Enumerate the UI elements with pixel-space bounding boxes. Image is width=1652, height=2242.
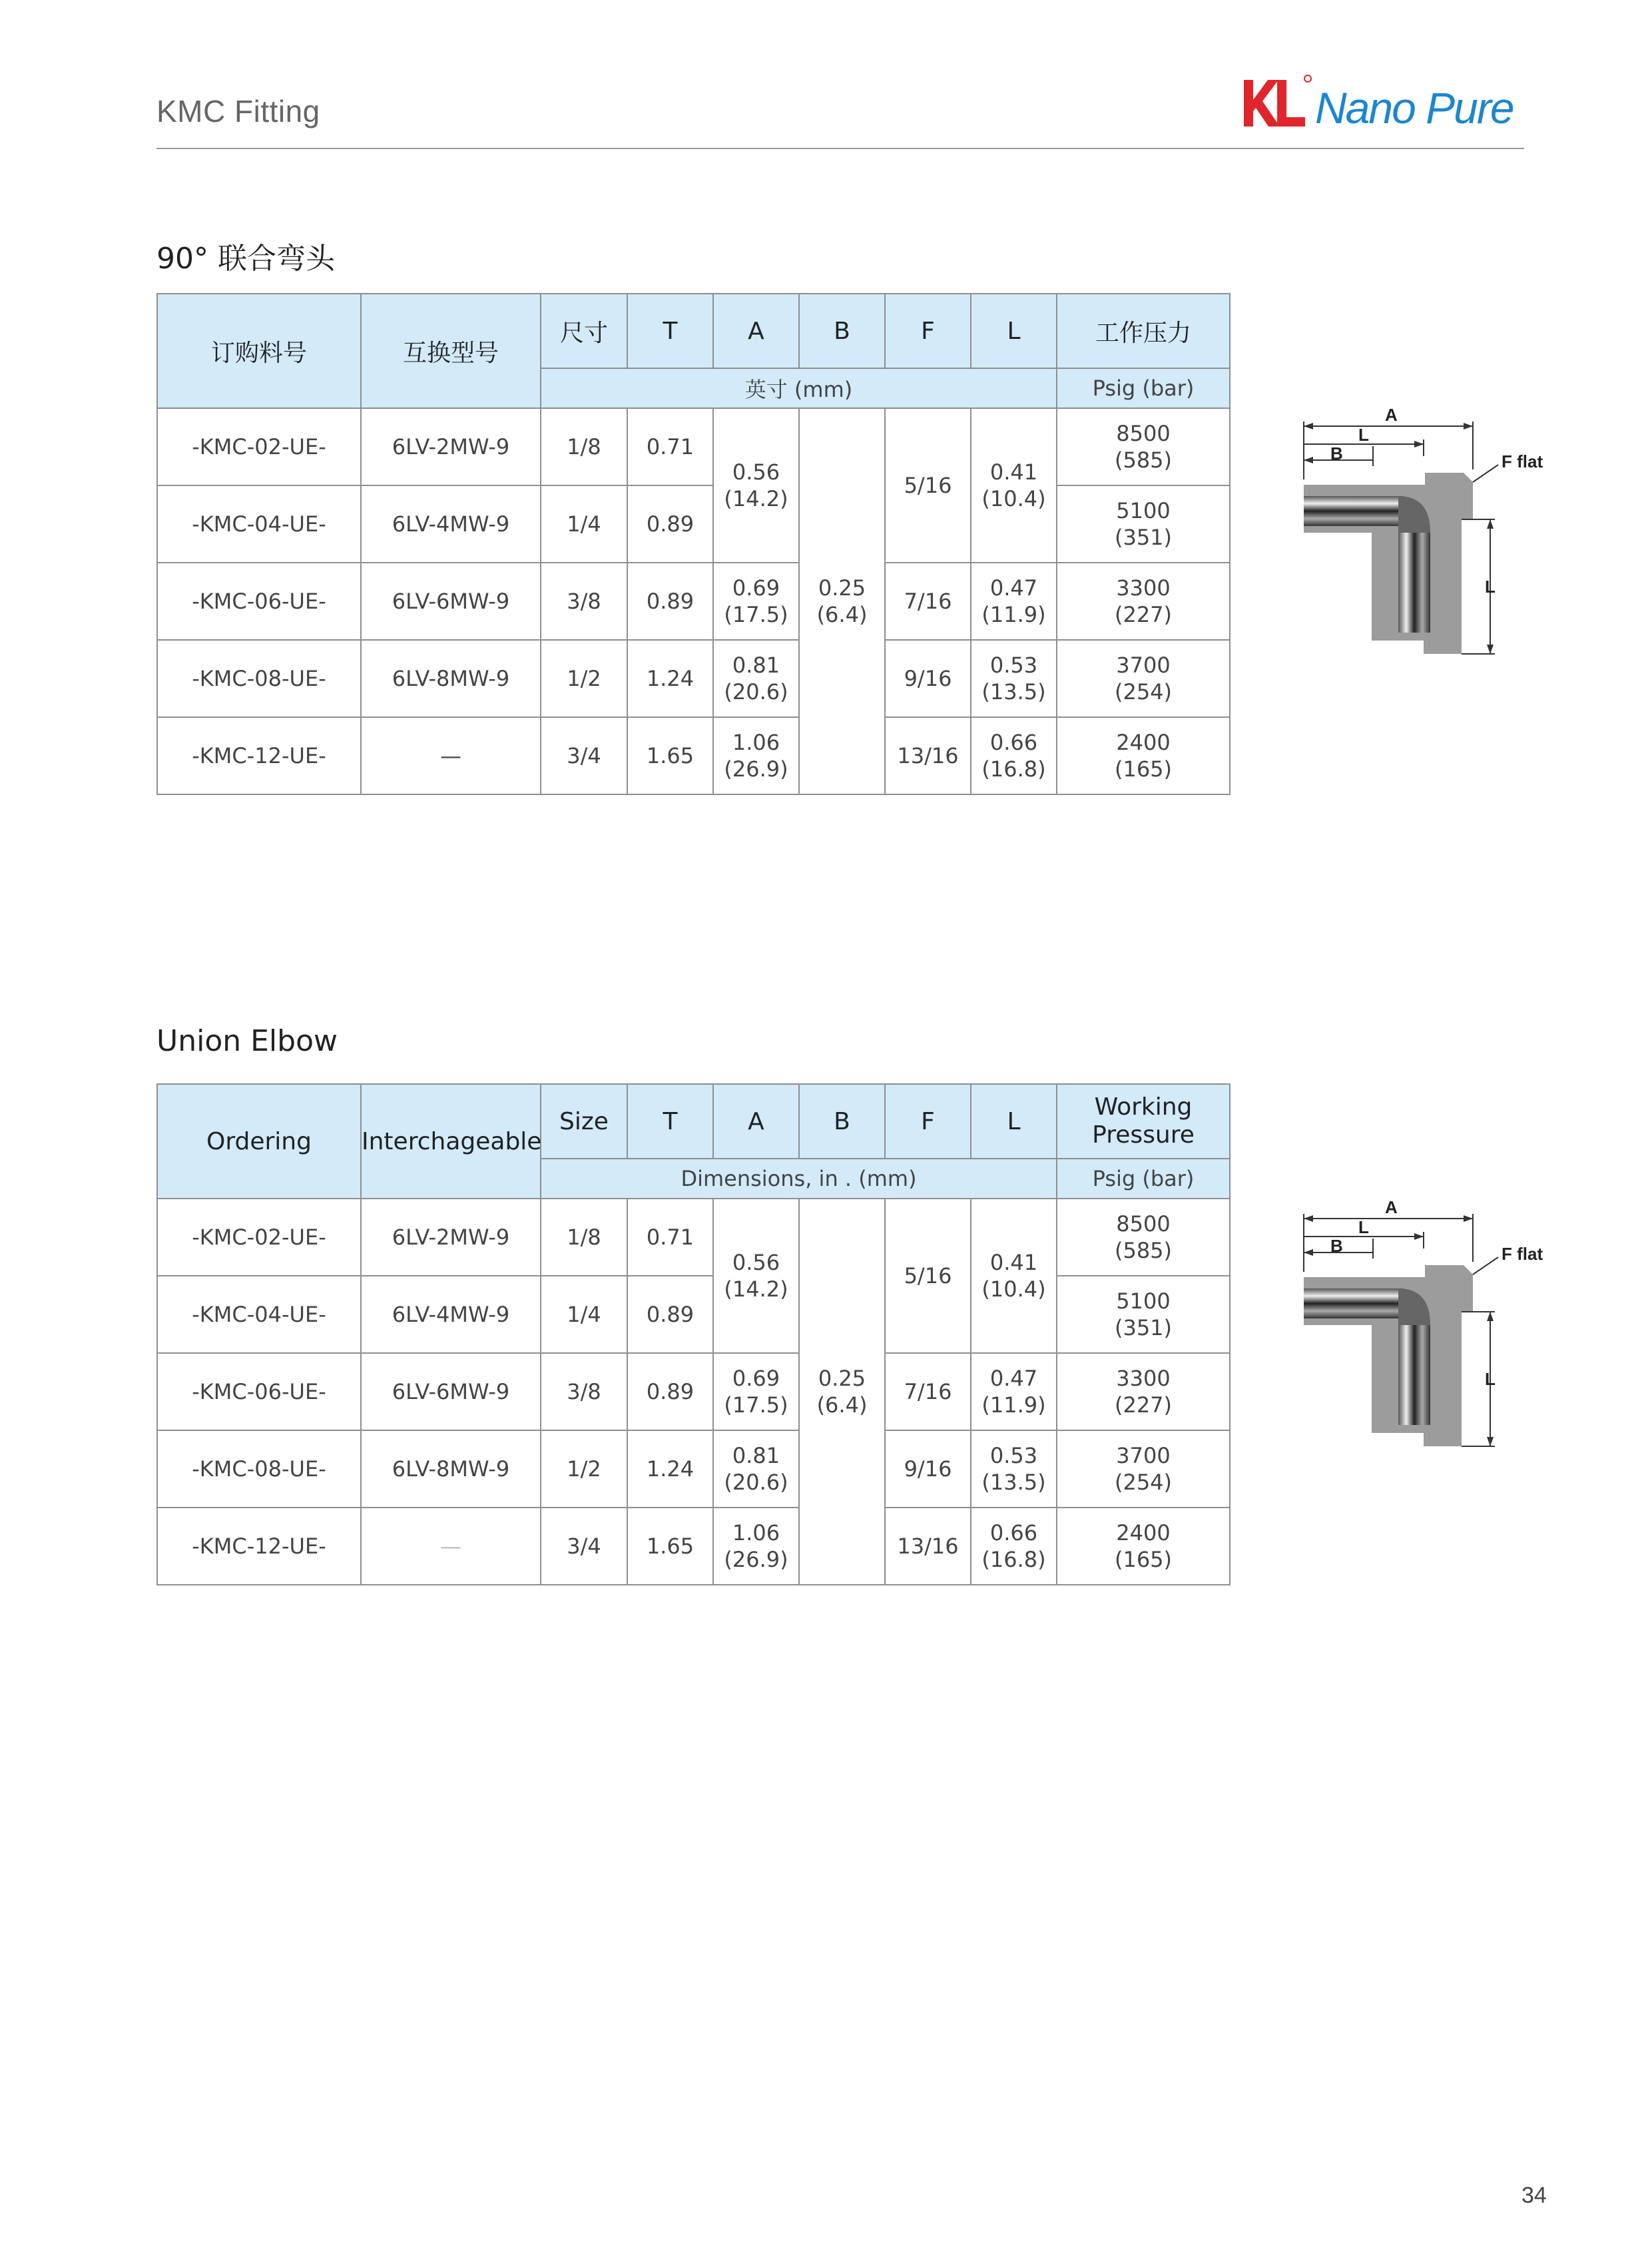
l-cell [971, 408, 1057, 563]
col-header-interchangeable: Interchageable [361, 1084, 541, 1199]
f-cell: 5/16 [885, 1199, 971, 1353]
ordering-code: -KMC-06-UE- [157, 1353, 361, 1430]
l-mm: (16.8) [981, 756, 1046, 782]
col-header-t: T [627, 1084, 713, 1159]
f-cell: 13/16 [885, 717, 971, 794]
col-header-l: L [971, 1084, 1057, 1159]
col-header-t: T [627, 294, 713, 368]
label-f-flat: F flat [1502, 1244, 1543, 1264]
l-cell [971, 563, 1057, 640]
a-mm: (20.6) [724, 1470, 788, 1495]
b-mm: (6.4) [816, 1392, 868, 1418]
label-l-vertical: L [1485, 577, 1496, 597]
header-divider [156, 148, 1524, 149]
size-cell: 1/4 [541, 1276, 627, 1353]
page-header-title: KMC Fitting [156, 94, 320, 129]
table-row [157, 1353, 1230, 1430]
logo-text: Nano Pure [1315, 83, 1514, 133]
t-cell: 0.71 [627, 408, 713, 485]
t-cell: 0.89 [627, 1353, 713, 1430]
a-cell [713, 717, 799, 794]
label-b: B [1330, 443, 1343, 463]
l-in: 0.53 [989, 653, 1038, 678]
table-row [157, 1276, 1230, 1353]
label-a: A [1385, 1199, 1398, 1217]
pressure-cell [1057, 1276, 1230, 1353]
pressure-psig: 3700 [1116, 653, 1171, 678]
table-row [157, 717, 1230, 794]
pressure-psig: 8500 [1116, 1211, 1171, 1237]
label-l-vertical: L [1485, 1369, 1496, 1389]
col-header-pressure: Working Pressure [1057, 1084, 1230, 1159]
interchangeable-code: 6LV-8MW-9 [361, 1430, 541, 1508]
a-in: 0.69 [732, 1366, 780, 1391]
col-header-a: A [713, 294, 799, 368]
l-in: 0.53 [989, 1443, 1038, 1468]
col-header-f: F [885, 1084, 971, 1159]
size-cell: 1/4 [541, 485, 627, 563]
pressure-cell [1057, 563, 1230, 640]
pressure-bar: (227) [1114, 1392, 1173, 1418]
pressure-cell [1057, 1353, 1230, 1430]
a-mm: (14.2) [724, 486, 788, 511]
table-row [157, 408, 1230, 485]
pressure-psig: 2400 [1116, 1520, 1171, 1545]
interchangeable-code: 6LV-8MW-9 [361, 640, 541, 717]
l-in: 0.41 [989, 459, 1038, 485]
col-header-a: A [713, 1084, 799, 1159]
pressure-cell [1057, 485, 1230, 563]
l-cell [971, 640, 1057, 717]
f-cell: 5/16 [885, 408, 971, 563]
ordering-code: -KMC-02-UE- [157, 1199, 361, 1276]
pressure-bar: (227) [1114, 602, 1173, 627]
l-in: 0.41 [989, 1250, 1038, 1275]
spec-table-cn [156, 293, 1231, 795]
interchangeable-code: — [361, 717, 541, 794]
pressure-cell [1057, 640, 1230, 717]
interchangeable-code: 6LV-2MW-9 [361, 408, 541, 485]
l-cell [971, 717, 1057, 794]
col-header-size: Size [541, 1084, 627, 1159]
f-cell: 9/16 [885, 640, 971, 717]
ordering-code: -KMC-02-UE- [157, 408, 361, 485]
pressure-psig: 5100 [1116, 498, 1171, 523]
size-cell: 1/2 [541, 1430, 627, 1508]
l-mm: (16.8) [981, 1547, 1046, 1572]
pressure-cell [1057, 408, 1230, 485]
pressure-bar: (165) [1114, 1547, 1173, 1572]
pressure-units: Psig (bar) [1057, 368, 1230, 408]
a-in: 0.81 [732, 653, 780, 678]
t-cell: 1.65 [627, 1508, 713, 1585]
ordering-code: -KMC-08-UE- [157, 640, 361, 717]
pressure-psig: 3300 [1116, 1366, 1171, 1391]
a-mm: (20.6) [724, 679, 788, 704]
l-cell [971, 1353, 1057, 1430]
a-cell [713, 1353, 799, 1430]
b-in: 0.25 [818, 1366, 866, 1391]
l-mm: (11.9) [981, 602, 1046, 627]
interchangeable-code: 6LV-6MW-9 [361, 1353, 541, 1430]
pressure-bar: (254) [1114, 679, 1173, 704]
t-cell: 1.24 [627, 1430, 713, 1508]
l-mm: (13.5) [981, 679, 1046, 704]
table-row [157, 485, 1230, 563]
label-l: L [1358, 425, 1369, 445]
l-mm: (10.4) [981, 486, 1046, 511]
col-header-interchangeable: 互换型号 [361, 294, 541, 408]
a-cell [713, 1199, 799, 1353]
brand-logo [1239, 73, 1525, 133]
a-in: 1.06 [732, 1520, 780, 1545]
t-cell: 0.71 [627, 1199, 713, 1276]
l-in: 0.66 [989, 730, 1038, 755]
a-mm: (17.5) [724, 602, 788, 627]
pressure-psig: 5100 [1116, 1288, 1171, 1314]
size-cell: 1/2 [541, 640, 627, 717]
label-a: A [1385, 406, 1398, 425]
pressure-bar: (165) [1114, 756, 1173, 782]
f-cell: 7/16 [885, 563, 971, 640]
table-row [157, 1199, 1230, 1276]
dimension-units: Dimensions, in . (mm) [541, 1159, 1057, 1199]
l-cell [971, 1199, 1057, 1353]
table-row [157, 563, 1230, 640]
l-mm: (13.5) [981, 1470, 1046, 1495]
l-cell [971, 1430, 1057, 1508]
b-cell [799, 1199, 885, 1585]
pressure-bar: (351) [1114, 1315, 1173, 1340]
kl-logo-icon [1239, 73, 1312, 133]
a-cell [713, 1508, 799, 1585]
a-in: 0.69 [732, 575, 780, 601]
interchangeable-code: 6LV-4MW-9 [361, 1276, 541, 1353]
spec-table-en [156, 1083, 1231, 1585]
size-cell: 1/8 [541, 408, 627, 485]
elbow-drawing [1298, 406, 1565, 659]
f-cell: 9/16 [885, 1430, 971, 1508]
pressure-bar: (254) [1114, 1470, 1173, 1495]
a-in: 0.56 [732, 1250, 780, 1275]
col-header-b: B [799, 1084, 885, 1159]
ordering-code: -KMC-08-UE- [157, 1430, 361, 1508]
ordering-code: -KMC-12-UE- [157, 1508, 361, 1585]
elbow-drawing [1298, 1199, 1565, 1452]
col-header-f: F [885, 294, 971, 368]
label-f-flat: F flat [1502, 451, 1543, 471]
t-cell: 0.89 [627, 563, 713, 640]
a-cell [713, 408, 799, 563]
interchangeable-code: 6LV-6MW-9 [361, 563, 541, 640]
a-mm: (17.5) [724, 1392, 788, 1418]
pressure-cell [1057, 1199, 1230, 1276]
ordering-code: -KMC-04-UE- [157, 1276, 361, 1353]
col-header-b: B [799, 294, 885, 368]
section-title-en: Union Elbow [156, 1024, 338, 1058]
f-cell: 7/16 [885, 1353, 971, 1430]
l-mm: (11.9) [981, 1392, 1046, 1418]
col-header-ordering: Ordering [157, 1084, 361, 1199]
size-cell: 3/4 [541, 717, 627, 794]
label-l: L [1358, 1217, 1369, 1237]
t-cell: 0.89 [627, 1276, 713, 1353]
l-cell [971, 1508, 1057, 1585]
table-row [157, 640, 1230, 717]
t-cell: 1.24 [627, 640, 713, 717]
ordering-code: -KMC-12-UE- [157, 717, 361, 794]
pressure-bar: (585) [1114, 447, 1173, 473]
size-cell: 1/8 [541, 1199, 627, 1276]
pressure-cell [1057, 717, 1230, 794]
pressure-psig: 3700 [1116, 1443, 1171, 1468]
a-mm: (26.9) [724, 1547, 788, 1572]
col-header-size: 尺寸 [541, 294, 627, 368]
b-mm: (6.4) [816, 602, 868, 627]
a-cell [713, 1430, 799, 1508]
a-cell [713, 563, 799, 640]
a-in: 0.56 [732, 459, 780, 485]
t-cell: 1.65 [627, 717, 713, 794]
b-cell [799, 408, 885, 794]
a-mm: (14.2) [724, 1276, 788, 1302]
ordering-code: -KMC-06-UE- [157, 563, 361, 640]
interchangeable-code: 6LV-2MW-9 [361, 1199, 541, 1276]
interchangeable-code: — [361, 1508, 541, 1585]
t-cell: 0.89 [627, 485, 713, 563]
col-header-pressure: 工作压力 [1057, 294, 1230, 368]
interchangeable-code: 6LV-4MW-9 [361, 485, 541, 563]
pressure-psig: 8500 [1116, 421, 1171, 446]
a-in: 0.81 [732, 1443, 780, 1468]
l-in: 0.47 [989, 575, 1038, 601]
page-number: 34 [1521, 2183, 1547, 2208]
ordering-code: -KMC-04-UE- [157, 485, 361, 563]
pressure-psig: 2400 [1116, 730, 1171, 755]
col-header-l: L [971, 294, 1057, 368]
l-mm: (10.4) [981, 1276, 1046, 1302]
pressure-psig: 3300 [1116, 575, 1171, 601]
label-b: B [1330, 1236, 1343, 1256]
size-cell: 3/8 [541, 1353, 627, 1430]
table-row [157, 1430, 1230, 1508]
table-row [157, 1508, 1230, 1585]
f-cell: 13/16 [885, 1508, 971, 1585]
pressure-bar: (585) [1114, 1238, 1173, 1263]
a-mm: (26.9) [724, 756, 788, 782]
l-in: 0.66 [989, 1520, 1038, 1545]
pressure-bar: (351) [1114, 525, 1173, 550]
size-cell: 3/4 [541, 1508, 627, 1585]
pressure-cell [1057, 1430, 1230, 1508]
b-in: 0.25 [818, 575, 866, 601]
dimension-units: 英寸 (mm) [541, 368, 1057, 408]
size-cell: 3/8 [541, 563, 627, 640]
col-header-ordering: 订购料号 [157, 294, 361, 408]
pressure-cell [1057, 1508, 1230, 1585]
l-in: 0.47 [989, 1366, 1038, 1391]
a-in: 1.06 [732, 730, 780, 755]
pressure-units: Psig (bar) [1057, 1159, 1230, 1199]
section-title-cn: 90° 联合弯头 [156, 242, 335, 276]
a-cell [713, 640, 799, 717]
